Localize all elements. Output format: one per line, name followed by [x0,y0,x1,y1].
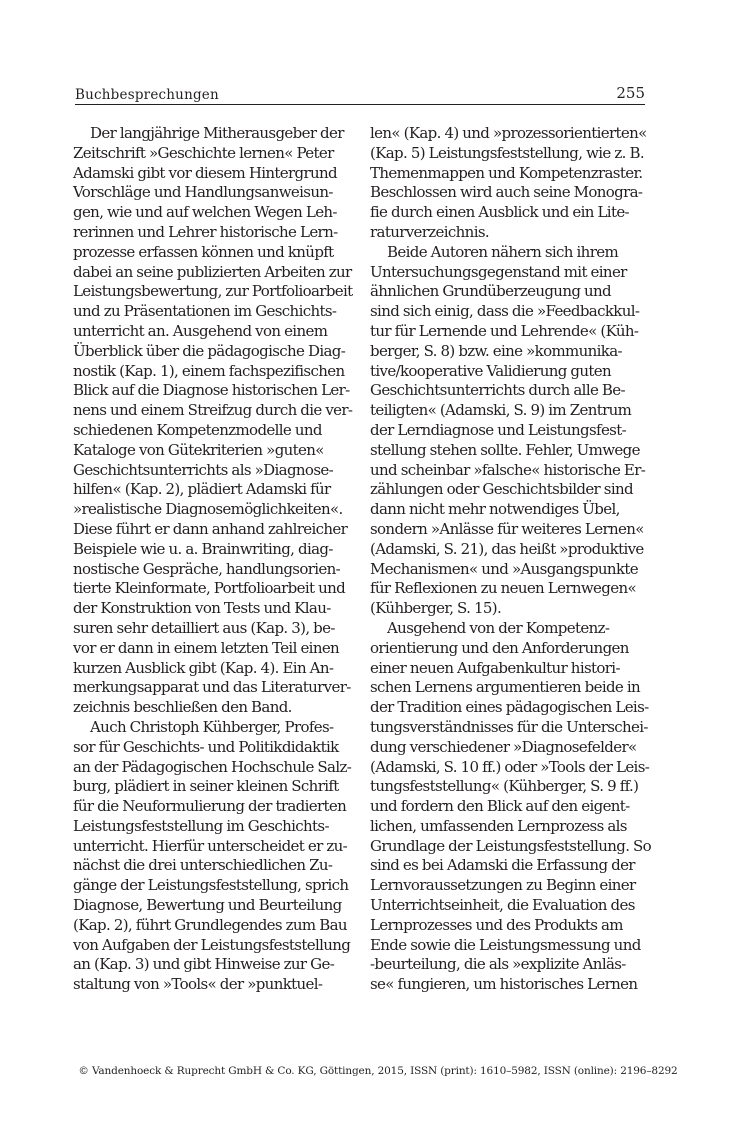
left-text-column [73,124,353,995]
text-line: (Adamski, S. 21), das heißt »produktive [370,539,644,558]
right-text-column [370,124,652,995]
text-line: sind es bei Adamski die Erfassung der [370,856,635,875]
text-line: dung verschiedener »Diagnosefelder« [370,737,637,756]
text-line: Diese führt er dann anhand zahlreicher [73,519,348,538]
text-line: fie durch einen Ausblick und ein Lite- [370,203,629,222]
text-line: sind sich einig, dass die »Feedbackkul- [370,302,640,321]
text-line: Lernprozesses und des Produkts am [370,915,623,934]
text-line: Leistungsfeststellung im Geschichts- [73,816,329,835]
text-line: für Reflexionen zu neuen Lernwegen« [370,579,636,598]
text-line: Geschichtsunterrichts als »Diagnose- [73,460,334,479]
page-number: 255 [616,84,645,102]
text-line: Ende sowie die Leistungsmessung und [370,935,641,954]
text-line: Themenmappen und Kompetenzraster. [370,163,643,182]
text-line: »realistische Diagnosemöglichkeiten«. [73,500,343,519]
text-line: staltung von »Tools« der »punktuel- [73,975,323,994]
text-line: nens und einem Streifzug durch die ver- [73,401,353,420]
text-line: merkungsapparat und das Literaturver- [73,678,351,697]
text-line: Grundlage der Leistungsfeststellung. So [370,836,652,855]
text-line: der Konstruktion von Tests und Klau- [73,599,331,618]
text-line: stellung stehen sollte. Fehler, Umwege [370,440,640,459]
text-line: dabei an seine publizierten Arbeiten zur [73,262,352,281]
text-line: einer neuen Aufgabenkultur histori- [370,658,620,677]
text-line: nostik (Kap. 1), einem fachspezifischen [73,361,345,380]
text-line: dann nicht mehr notwendiges Übel, [370,500,620,519]
text-line: zählungen oder Geschichtsbilder sind [370,480,633,499]
text-line: berger, S. 8) bzw. eine »kommunika- [370,341,622,360]
text-line: an (Kap. 3) und gibt Hinweise zur Ge- [73,955,335,974]
text-line: teiligten« (Adamski, S. 9) im Zentrum [370,401,632,420]
text-line: Lernvoraussetzungen zu Beginn einer [370,876,636,895]
text-line: an der Pädagogischen Hochschule Salz- [73,757,352,776]
text-line: Blick auf die Diagnose historischen Ler- [73,381,350,400]
text-line: schiedenen Kompetenzmodelle und [73,420,322,439]
text-line: burg, plädiert in seiner kleinen Schrift [73,777,339,796]
text-line: len« (Kap. 4) und »prozessorientierten« [370,124,647,142]
text-line: -beurteilung, die als »explizite Anläs- [370,955,626,974]
text-line: der Lerndiagnose und Leistungsfest- [370,420,627,439]
text-line: gen, wie und auf welchen Wegen Leh- [73,203,337,222]
text-line: tierte Kleinformate, Portfolioarbeit und [73,579,346,598]
text-line: und zu Präsentationen im Geschichts- [73,302,337,321]
text-line: und fordern den Blick auf den eigent- [370,797,630,816]
text-line: Unterrichtseinheit, die Evaluation des [370,896,635,915]
text-line: der Tradition eines pädagogischen Leis- [370,698,649,717]
text-line: nostische Gespräche, handlungsorien- [73,559,341,578]
text-line: Überblick über die pädagogische Diag- [73,341,346,360]
text-line: (Adamski, S. 10 ff.) oder »Tools der Leis- [370,757,650,776]
running-header [75,86,645,105]
text-line: sondern »Anlässe für weiteres Lernen« [370,519,644,538]
text-line: suren sehr detailliert aus (Kap. 3), be- [73,618,335,637]
text-line: ähnlichen Grundüberzeugung und [370,282,611,301]
text-line: lichen, umfassenden Lernprozess als [370,816,627,835]
text-line: Untersuchungsgegenstand mit einer [370,262,627,281]
text-line: Diagnose, Bewertung und Beurteilung [73,896,342,915]
text-line: (Kap. 5) Leistungsfeststellung, wie z. B. [370,143,644,162]
text-line: unterricht. Hierfür unterscheidet er zu- [73,836,348,855]
text-line: Beide Autoren nähern sich ihrem [387,242,619,261]
text-line: prozesse erfassen können und knüpft [73,242,334,261]
text-line: (Kühberger, S. 15). [370,599,502,618]
text-line: (Kap. 2), führt Grundlegendes zum Bau [73,915,347,934]
text-line: Beispiele wie u. a. Brainwriting, diag- [73,539,333,558]
text-line: Auch Christoph Kühberger, Profes- [90,717,334,736]
section-title: Buchbesprechungen [75,87,219,103]
text-line: zeichnis beschließen den Band. [73,698,292,717]
text-line: Beschlossen wird auch seine Monogra- [370,183,643,202]
text-line: hilfen« (Kap. 2), plädiert Adamski für [73,480,331,499]
text-line: für die Neuformulierung der tradierten [73,797,347,816]
text-line: sor für Geschichts- und Politikdidaktik [73,737,339,756]
text-line: tungsverständnisses für die Unterschei- [370,717,648,736]
text-line: gänge der Leistungsfeststellung, sprich [73,876,349,895]
text-line: Adamski gibt vor diesem Hintergrund [73,163,337,182]
text-line: se« fungieren, um historisches Lernen [370,975,638,994]
text-line: schen Lernens argumentieren beide in [370,678,641,697]
text-line: rerinnen und Lehrer historische Lern- [73,222,338,241]
text-line: Kataloge von Gütekriterien »guten« [73,440,324,459]
text-line: tur für Lernende und Lehrende« (Küh- [370,321,639,340]
text-line: vor er dann in einem letzten Teil einen [73,638,340,657]
text-line: kurzen Ausblick gibt (Kap. 4). Ein An- [73,658,334,677]
text-line: Zeitschrift »Geschichte lernen« Peter [73,143,334,162]
text-line: tive/kooperative Validierung guten [370,361,611,380]
text-line: und scheinbar »falsche« historische Er- [370,460,646,479]
text-line: raturverzeichnis. [370,222,490,241]
text-line: Mechanismen« und »Ausgangspunkte [370,559,638,578]
text-line: unterricht an. Ausgehend von einem [73,321,328,340]
text-line: Leistungsbewertung, zur Portfolioarbeit [73,282,353,301]
text-line: Geschichtsunterrichts durch alle Be- [370,381,625,400]
text-line: Der langjährige Mitherausgeber der [90,124,344,142]
text-line: Ausgehend von der Kompetenz- [387,618,610,637]
text-line: nächst die drei unterschiedlichen Zu- [73,856,333,875]
copyright-footer: © Vandenhoeck & Ruprecht GmbH & Co. KG, Göttingen, 2015, ISSN (print): 1610–5982, ISSN (online): 2196–8292 [78,1065,678,1077]
text-line: orientierung und den Anforderungen [370,638,629,657]
text-line: von Aufgaben der Leistungsfeststellung [73,935,351,954]
text-line: Vorschläge und Handlungsanweisun- [73,183,333,202]
text-line: tungsfeststellung« (Kühberger, S. 9 ff.) [370,777,639,796]
